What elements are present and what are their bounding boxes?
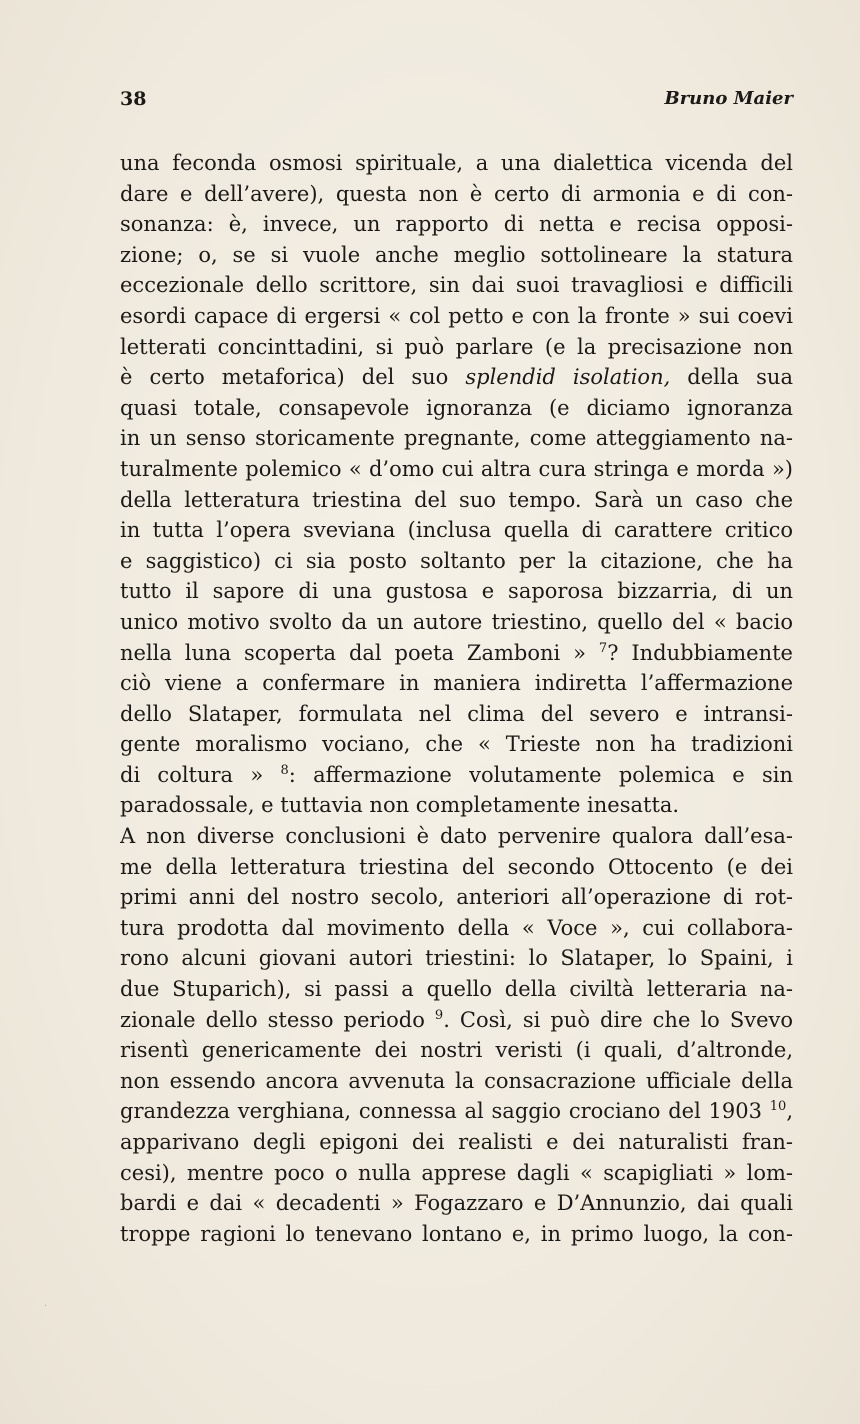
text-line: due Stuparich), si passi a quello della civiltà letteraria na-	[120, 977, 793, 1002]
text-line	[120, 760, 793, 791]
text-line: eccezionale dello scrittore, sin dai suoi travagliosi e difficili	[120, 273, 793, 298]
text-line: rono alcuni giovani autori triestini: lo Slataper, lo Spaini, i	[120, 946, 793, 971]
text-line: dare e dell’avere), questa non è certo di armonia e di con-	[120, 181, 793, 206]
text-line: apparivano degli epigoni dei realisti e dei naturalisti fran-	[120, 1130, 793, 1154]
text-fragment: ? Indubbiamente	[607, 640, 793, 665]
text-fragment: ,	[786, 1099, 793, 1124]
text-line	[120, 638, 793, 669]
text-line: tura prodotta dal movimento della « Voce », cui collabora-	[120, 915, 793, 940]
text-line: in un senso storicamente pregnante, come atteggiamento na-	[120, 426, 793, 451]
text-line: letterati concinttadini, si può parlare (e la precisazione non	[120, 334, 793, 359]
running-head-author: Bruno Maier	[664, 88, 793, 109]
text-line: esordi capace di ergersi « col petto e con la fronte » sui coevi	[120, 303, 793, 328]
text-line: non essendo ancora avvenuta la consacrazione ufficiale della	[120, 1068, 793, 1093]
text-line	[120, 1005, 793, 1036]
text-line	[120, 1096, 793, 1127]
text-line: bardi e dai « decadenti » Fogazzaro e D’Annunzio, dai quali	[120, 1191, 793, 1216]
text-line: unico motivo svolto da un autore triestino, quello del « bacio	[120, 609, 793, 634]
text-line: turalmente polemico « d’omo cui altra cura stringa e morda »)	[120, 456, 793, 481]
text-line	[120, 362, 793, 393]
text-line: me della letteratura triestina del secondo Ottocento (e dei	[120, 854, 793, 879]
text-line: cesi), mentre poco o nulla apprese dagli « scapigliati » lom-	[120, 1160, 793, 1185]
text-line: dello Slataper, formulata nel clima del severo e intransi-	[120, 701, 793, 726]
text-line: della letteratura triestina del suo tempo. Sarà un caso che	[120, 487, 793, 512]
text-line: ciò viene a confermare in maniera indiretta l’affermazione	[120, 671, 793, 696]
text-line: paradossale, e tuttavia non completamente inesatta.	[120, 793, 680, 818]
text-line: e saggistico) ci sia posto soltanto per la citazione, che ha	[120, 548, 793, 573]
body-text	[120, 148, 793, 1249]
text-line: quasi totale, consapevole ignoranza (e diciamo ignoranza	[120, 395, 793, 420]
text-fragment: grandezza verghiana, connessa al saggio crociano del 1903	[120, 1099, 762, 1124]
italic-phrase: splendid isolation,	[465, 365, 671, 390]
text-line: gente moralismo vociano, che « Trieste non ha tradizioni	[120, 732, 793, 757]
text-fragment: : affermazione volutamente polemica e sin	[288, 762, 793, 787]
text-line: risentì genericamente dei nostri veristi (i quali, d’altronde,	[120, 1038, 793, 1063]
text-line: in tutta l’opera sveviana (inclusa quella di carattere critico	[120, 518, 793, 543]
footnote-ref: 8	[280, 762, 289, 778]
page-number: 38	[120, 88, 147, 110]
text-line: primi anni del nostro secolo, anteriori all’operazione di rot-	[120, 885, 793, 910]
text-fragment: della sua	[687, 365, 793, 390]
text-fragment: . Così, si può dire che lo Svevo	[443, 1007, 793, 1032]
text-line: sonanza: è, invece, un rapporto di netta e recisa opposi-	[120, 212, 793, 237]
text-line: tutto il sapore di una gustosa e saporosa bizzarria, di un	[120, 579, 793, 604]
text-line: troppe ragioni lo tenevano lontano e, in primo luogo, la con-	[120, 1221, 793, 1246]
footnote-ref: 9	[434, 1007, 444, 1023]
footnote-ref: 10	[769, 1099, 787, 1115]
paper-speck: ·	[44, 1301, 48, 1312]
text-line: una feconda osmosi spirituale, a una dialettica vicenda del	[120, 151, 793, 175]
text-fragment: nella luna scoperta dal poeta Zamboni »	[120, 640, 586, 665]
page-header	[120, 88, 793, 118]
footnote-ref: 7	[598, 640, 608, 656]
text-fragment: di coltura »	[120, 762, 264, 787]
text-fragment: è certo metaforica) del suo	[120, 365, 449, 390]
text-line: zione; o, se si vuole anche meglio sottolineare la statura	[120, 242, 793, 267]
text-fragment: zionale dello stesso periodo	[120, 1007, 425, 1032]
text-line: A non diverse conclusioni è dato pervenire qualora dall’esa-	[120, 824, 793, 849]
